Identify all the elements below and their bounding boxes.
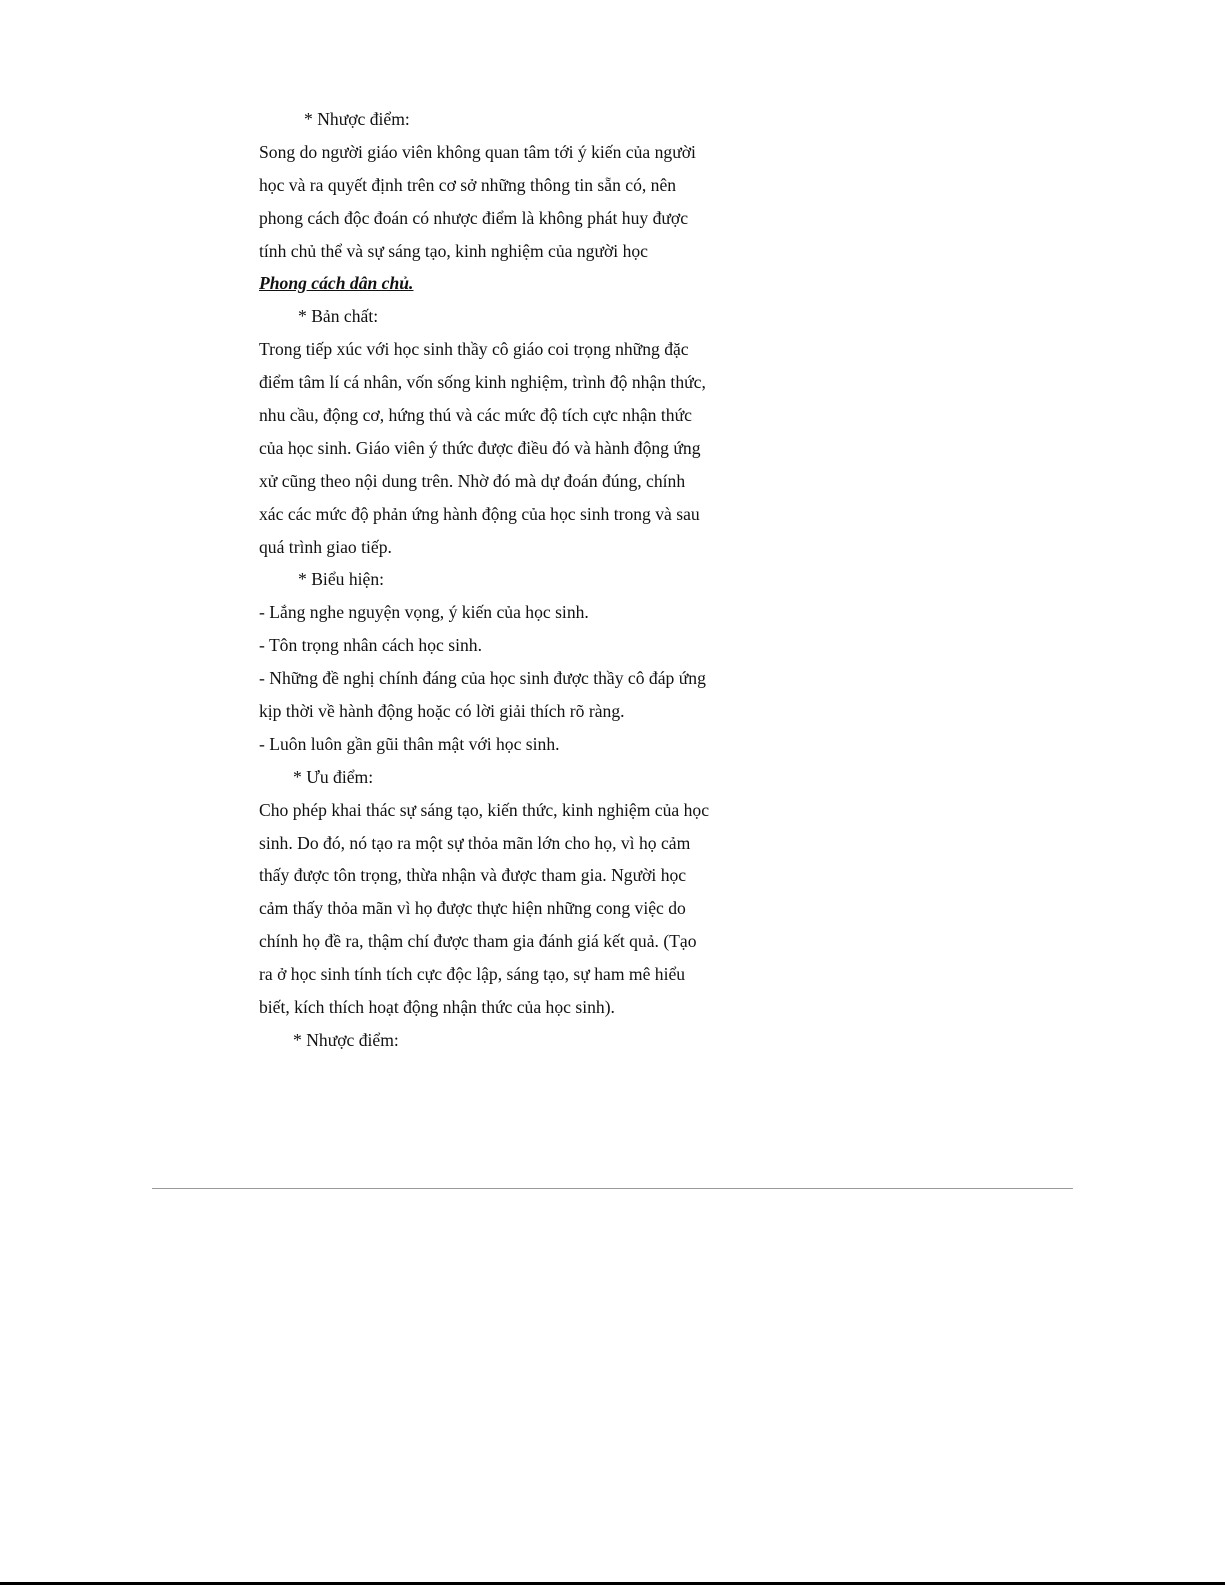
bullet-heading: * Nhược điểm: bbox=[304, 109, 410, 129]
bullet-heading: * Nhược điểm: bbox=[293, 1029, 399, 1050]
paragraph-line: học và ra quyết định trên cơ sở những thông tin sẵn có, nên bbox=[259, 174, 677, 195]
bullet-heading: * Bản chất: bbox=[298, 306, 379, 327]
document-body bbox=[259, 103, 779, 1057]
bullet-heading: * Biểu hiện: bbox=[298, 569, 385, 590]
paragraph-line: cảm thấy thỏa mãn vì họ được thực hiện những cong việc do bbox=[259, 898, 686, 919]
paragraph-line: xử cũng theo nội dung trên. Nhờ đó mà dự đoán đúng, chính bbox=[259, 470, 686, 491]
paragraph-line: sinh. Do đó, nó tạo ra một sự thỏa mãn lớn cho họ, vì họ cảm bbox=[259, 832, 691, 853]
paragraph-line: biết, kích thích hoạt động nhận thức của học sinh). bbox=[259, 997, 615, 1018]
paragraph-line: ra ở học sinh tính tích cực độc lập, sáng tạo, sự ham mê hiểu bbox=[259, 964, 686, 985]
paragraph-line: nhu cầu, động cơ, hứng thú và các mức độ tích cực nhận thức bbox=[259, 405, 692, 426]
list-item: - Tôn trọng nhân cách học sinh. bbox=[259, 635, 482, 656]
page-divider bbox=[152, 1188, 1073, 1189]
list-item: - Lắng nghe nguyện vọng, ý kiến của học sinh. bbox=[259, 602, 589, 623]
paragraph-line: thấy được tôn trọng, thừa nhận và được tham gia. Người học bbox=[259, 865, 687, 886]
paragraph-line: Song do người giáo viên không quan tâm tới ý kiến của người bbox=[259, 141, 696, 162]
paragraph-line: quá trình giao tiếp. bbox=[259, 536, 392, 557]
paragraph-line: xác các mức độ phản ứng hành động của học sinh trong và sau bbox=[259, 503, 700, 524]
paragraph-line: chính họ đề ra, thậm chí được tham gia đánh giá kết quả. (Tạo bbox=[259, 931, 697, 952]
section-heading: Phong cách dân chủ. bbox=[259, 273, 414, 294]
paragraph-line: điểm tâm lí cá nhân, vốn sống kinh nghiệm, trình độ nhận thức, bbox=[259, 372, 706, 393]
paragraph-line: của học sinh. Giáo viên ý thức được điều đó và hành động ứng bbox=[259, 437, 701, 458]
bullet-heading: * Ưu điểm: bbox=[293, 766, 374, 787]
list-item: - Những đề nghị chính đáng của học sinh được thầy cô đáp ứng bbox=[259, 668, 706, 689]
paragraph-line: Cho phép khai thác sự sáng tạo, kiến thức, kinh nghiệm của học bbox=[259, 799, 710, 820]
paragraph-line: phong cách độc đoán có nhược điểm là không phát huy được bbox=[259, 207, 689, 228]
paragraph-line: tính chủ thể và sự sáng tạo, kinh nghiệm của người học bbox=[259, 240, 648, 261]
list-item: - Luôn luôn gần gũi thân mật với học sinh. bbox=[259, 733, 560, 754]
list-item: kịp thời về hành động hoặc có lời giải thích rõ ràng. bbox=[259, 701, 625, 722]
paragraph-line: Trong tiếp xúc với học sinh thầy cô giáo coi trọng những đặc bbox=[259, 339, 689, 360]
